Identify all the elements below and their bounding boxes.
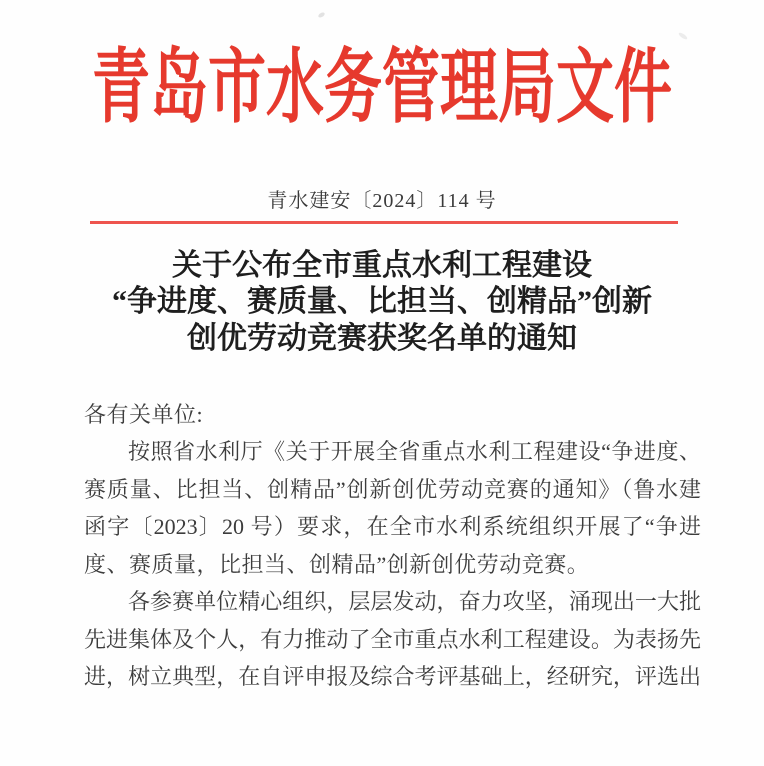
paragraph1-line-3: 函字〔2023〕20 号）要求，在全市水利系统组织开展了“争进 bbox=[84, 514, 701, 540]
document-number: 青水建安〔2024〕114 号 bbox=[267, 190, 497, 212]
salutation: 各有关单位: bbox=[84, 402, 204, 427]
document-title-line-3: 创优劳动竞赛获奖名单的通知 bbox=[187, 321, 577, 355]
paragraph1-line-2: 赛质量、比担当、创精品”创新创优劳动竞赛的通知》（鲁水建 bbox=[84, 476, 701, 502]
paragraph2-line-2: 先进集体及个人，有力推动了全市重点水利工程建设。为表扬先 bbox=[84, 626, 701, 652]
paragraph2-line-3: 进，树立典型，在自评申报及综合考评基础上，经研究，评选出 bbox=[84, 664, 701, 690]
scan-speck bbox=[317, 12, 325, 19]
document-title-line-1: 关于公布全市重点水利工程建设 bbox=[172, 249, 592, 282]
agency-header-title: 青岛市水务管理局文件 bbox=[91, 42, 672, 133]
paragraph2-line-1: 各参赛单位精心组织，层层发动，奋力攻坚，涌现出一大批 bbox=[128, 589, 701, 615]
paragraph1-line-1: 按照省水利厅《关于开展全省重点水利工程建设“争进度、 bbox=[128, 439, 701, 465]
document-title-line-2: “争进度、赛质量、比担当、创精品”创新 bbox=[112, 285, 652, 319]
document-title bbox=[0, 248, 764, 357]
red-divider-line bbox=[90, 221, 678, 224]
document-body bbox=[84, 396, 701, 696]
paragraph1-line-4: 度、赛质量，比担当、创精品”创新创优劳动竞赛。 bbox=[84, 551, 590, 577]
